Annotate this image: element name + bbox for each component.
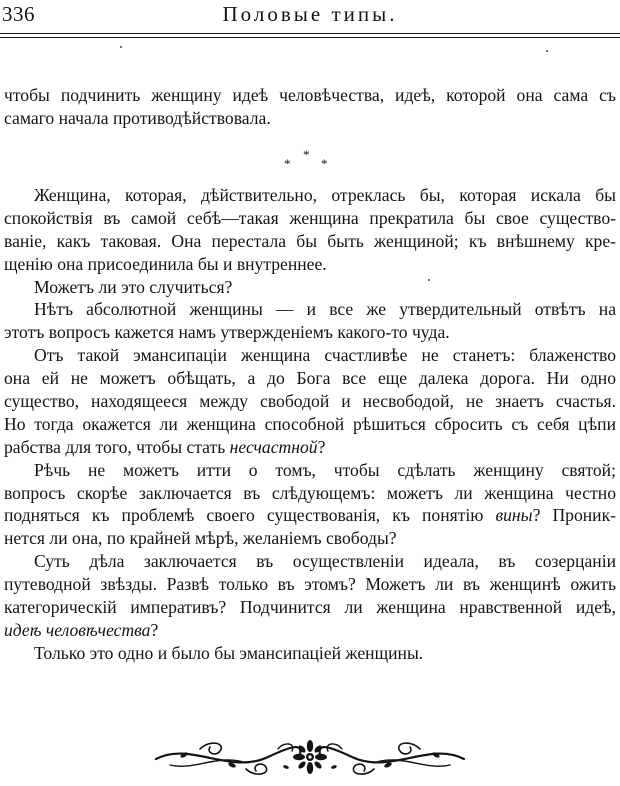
asterisk-right: * [321, 156, 328, 171]
text-line: существо, находящееся между свободой и несвободой, не знаетъ счастья. [4, 391, 616, 412]
text-line: Рѣчь не можетъ итти о томъ, чтобы сдѣлать женщину святой; [34, 459, 616, 480]
text-line: Только это одно и было бы эмансипаціей женщины. [34, 642, 424, 663]
text-line [4, 504, 616, 527]
continuation-paragraph [4, 84, 616, 130]
floral-tailpiece-ornament [150, 735, 470, 779]
print-speck [120, 46, 122, 48]
text-run: ? Проник- [532, 505, 616, 526]
text-line: щенію она присоединила бы и внутреннее. [4, 253, 327, 274]
print-speck [428, 279, 430, 281]
asterisk-top: * [303, 147, 310, 162]
text-line: вопросъ скорѣе заключается въ слѣдующемъ: можетъ ли женщина честно [4, 482, 616, 503]
text-line: путеводной звѣзды. Развѣ только въ этомъ? Можетъ ли въ женщинѣ ожить [4, 574, 616, 595]
text-line: она ей не можетъ обѣщать, а до Бога все еще далека дорога. Ни одно [4, 368, 616, 389]
running-title: Половые типы. [222, 2, 398, 26]
text-line: самаго начала противодѣйствовала. [4, 107, 271, 128]
text-run: рабства для того, чтобы стать [4, 436, 230, 457]
main-text [4, 184, 616, 665]
text-line: нется ли она, по крайней мѣрѣ, желаніемъ свободы? [4, 528, 397, 549]
text-line: Отъ такой эмансипаціи женщина счастливѣе не станетъ: блаженство [34, 345, 616, 366]
asterisk-left: * [284, 156, 291, 171]
text-line: категорическій императивъ? Подчинится ли женщина нравственной идеѣ, [4, 597, 616, 618]
text-run: ? [150, 619, 159, 640]
text-line: Но тогда окажется ли женщина способной рѣшиться сбросить съ себя цѣпи [4, 413, 616, 434]
header-rule-top [0, 33, 620, 34]
text-line: Нѣтъ абсолютной женщины — и все же утвердительный отвѣтъ на [34, 299, 616, 320]
text-line: чтобы подчинить женщину идеѣ человѣчества, идеѣ, которой она сама съ [4, 85, 616, 105]
text-line [4, 436, 616, 459]
text-line: этотъ вопросъ кажется намъ утвержденіемъ какого-то чуда. [4, 322, 450, 343]
text-run: подняться къ проблемѣ своего существованія, къ понятію [4, 505, 496, 526]
text-line: ваніе, какъ таковая. Она перестала бы быть женщиной; къ внѣшнему кре- [4, 230, 616, 251]
text-run: ? [317, 436, 326, 457]
italic-emphasis: вины [495, 505, 533, 526]
page-header [0, 0, 620, 26]
text-line [4, 619, 616, 642]
text-line: Женщина, которая, дѣйствительно, отреклась бы, которая искала бы [34, 185, 616, 205]
text-line: Суть дѣла заключается въ осуществленіи идеала, въ созерцаніи [34, 551, 616, 572]
header-rule-bottom [0, 37, 620, 38]
italic-emphasis: несчастной [229, 436, 318, 457]
page-number: 336 [2, 2, 35, 26]
asterism-divider [270, 147, 340, 177]
italic-emphasis: идеѣ человѣчества [4, 619, 151, 640]
text-line: спокойствія въ самой себѣ—такая женщина прекратила бы свое существо- [4, 207, 616, 228]
print-speck [546, 50, 548, 52]
text-line: Можетъ ли это случиться? [34, 276, 233, 297]
